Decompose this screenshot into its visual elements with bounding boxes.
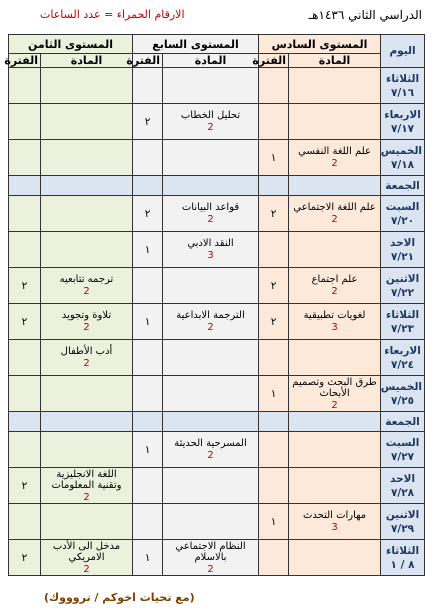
course-name: مدخل الى الأدب الامريكي — [52, 540, 121, 563]
level-6-period-cell: ٢ — [259, 196, 289, 232]
empty-cell — [289, 412, 381, 432]
level-6-subject-cell — [289, 304, 381, 340]
level-7-subject-cell — [163, 340, 259, 376]
level-6-subject-cell — [289, 504, 381, 540]
level-6-subject-cell — [289, 468, 381, 504]
level-7-subject-cell — [163, 468, 259, 504]
day-cell — [381, 468, 425, 504]
day-date: ٧/٢٢ — [391, 286, 415, 299]
level-7-subject-cell — [163, 540, 259, 576]
day-date: ٧/١٦ — [391, 86, 415, 99]
level-7-subject-cell — [163, 140, 259, 176]
header-subject: المادة — [163, 54, 259, 68]
level-7-period-cell: ١ — [133, 540, 163, 576]
course-hours: 2 — [207, 322, 214, 333]
level-8-subject-cell — [41, 304, 133, 340]
header-day: اليوم — [381, 35, 425, 68]
empty-cell — [259, 176, 289, 196]
schedule-row — [9, 196, 425, 232]
level-6-period-cell: ٢ — [259, 304, 289, 340]
day-name: الجمعة — [381, 176, 425, 196]
day-date: ٧/٢١ — [391, 250, 415, 263]
day-date: ٧/٢٠ — [391, 214, 415, 227]
course-hours: 2 — [331, 286, 338, 297]
course-hours: 2 — [207, 214, 214, 225]
day-date: ٧/٢٥ — [391, 394, 415, 407]
day-cell — [381, 196, 425, 232]
course-name: تحليل الخطاب — [180, 110, 241, 121]
schedule-row — [9, 376, 425, 412]
day-cell — [381, 304, 425, 340]
course-hours: 3 — [207, 250, 214, 261]
empty-cell — [163, 412, 259, 432]
day-name: السبت — [385, 436, 420, 449]
level-6-period-cell: ١ — [259, 376, 289, 412]
level-6-period-cell: ٢ — [259, 268, 289, 304]
day-date: ٧/٢٧ — [391, 450, 415, 463]
day-name: الثلاثاء — [386, 308, 420, 321]
level-7-subject-cell — [163, 432, 259, 468]
day-cell — [381, 68, 425, 104]
level-8-subject-cell — [41, 468, 133, 504]
course-name: علم اللغة الاجتماعي — [293, 202, 376, 213]
level-8-subject-cell — [41, 340, 133, 376]
friday-row — [9, 176, 425, 196]
level-7-period-cell: ١ — [133, 432, 163, 468]
level-8-period-cell: ٢ — [9, 304, 41, 340]
day-cell — [381, 504, 425, 540]
header-period: الفترة — [9, 54, 41, 68]
header-level-7: المستوى السابع — [133, 35, 259, 54]
day-cell — [381, 268, 425, 304]
schedule-row — [9, 68, 425, 104]
schedule-row — [9, 304, 425, 340]
empty-cell — [133, 176, 163, 196]
level-7-subject-cell — [163, 268, 259, 304]
level-8-subject-cell — [41, 432, 133, 468]
day-name: الخميس — [380, 144, 423, 157]
level-7-period-cell — [133, 268, 163, 304]
header-subject: المادة — [41, 54, 133, 68]
course-hours: 2 — [83, 358, 90, 369]
day-name: الاربعاء — [384, 108, 421, 121]
course-name: الترجمة الابداعية — [176, 310, 245, 321]
day-date: ٧/٢٤ — [391, 358, 415, 371]
level-8-subject-cell — [41, 376, 133, 412]
level-7-period-cell — [133, 504, 163, 540]
level-7-subject-cell — [163, 68, 259, 104]
level-8-period-cell — [9, 432, 41, 468]
course-hours: 2 — [207, 122, 214, 133]
schedule-row — [9, 268, 425, 304]
hours-legend: الارقام الحمراء = عدد الساعات — [40, 8, 185, 21]
course-hours: 2 — [207, 563, 214, 575]
level-8-subject-cell — [41, 504, 133, 540]
level-6-subject-cell — [289, 376, 381, 412]
level-7-period-cell: ٢ — [133, 104, 163, 140]
semester-title: الدراسي الثاني ١٤٣٦هـ — [308, 8, 422, 22]
level-8-period-cell — [9, 340, 41, 376]
level-6-period-cell — [259, 432, 289, 468]
day-date: ٨ / ١ — [390, 558, 415, 571]
day-name: الاثنين — [385, 272, 420, 285]
day-cell — [381, 540, 425, 576]
day-date: ٧/٢٣ — [391, 322, 415, 335]
course-hours: 2 — [83, 322, 90, 333]
day-cell — [381, 232, 425, 268]
header-period: الفترة — [133, 54, 163, 68]
level-6-subject-cell — [289, 104, 381, 140]
level-8-subject-cell — [41, 232, 133, 268]
course-hours: 2 — [331, 158, 338, 169]
level-7-subject-cell — [163, 104, 259, 140]
course-name: المسرحية الحديثة — [174, 438, 247, 449]
day-cell — [381, 340, 425, 376]
empty-cell — [259, 412, 289, 432]
day-name: الاحد — [390, 236, 416, 249]
level-7-period-cell — [133, 140, 163, 176]
day-name: السبت — [385, 200, 420, 213]
header-period: الفترة — [259, 54, 289, 68]
day-name: الثلاثاء — [386, 72, 420, 85]
schedule-row — [9, 540, 425, 576]
day-cell — [381, 432, 425, 468]
level-6-period-cell: ١ — [259, 140, 289, 176]
schedule-row — [9, 468, 425, 504]
course-name: أدب الأطفال — [60, 346, 113, 357]
friday-row — [9, 412, 425, 432]
level-6-subject-cell — [289, 268, 381, 304]
level-6-subject-cell — [289, 196, 381, 232]
course-name: النقد الادبي — [187, 238, 234, 249]
course-name: اللغة الانجليزية وتقنية المعلومات — [51, 468, 122, 491]
level-7-period-cell — [133, 468, 163, 504]
level-7-subject-cell — [163, 504, 259, 540]
level-6-period-cell — [259, 68, 289, 104]
footer-note: (مع تحيات اخوكم / تروووك) — [44, 591, 195, 604]
course-name: طرق البحث وتصميم الأبحاث — [292, 376, 377, 399]
level-7-subject-cell — [163, 196, 259, 232]
level-6-subject-cell — [289, 432, 381, 468]
day-date: ٧/١٨ — [391, 158, 415, 171]
course-name: قواعد البيانات — [181, 202, 240, 213]
course-name: لغويات تطبيقية — [303, 310, 366, 321]
level-6-subject-cell — [289, 540, 381, 576]
level-8-subject-cell — [41, 196, 133, 232]
schedule-row — [9, 340, 425, 376]
level-7-period-cell — [133, 68, 163, 104]
level-8-period-cell — [9, 104, 41, 140]
day-date: ٧/٢٨ — [391, 486, 415, 499]
level-7-subject-cell — [163, 304, 259, 340]
level-7-period-cell — [133, 340, 163, 376]
level-8-subject-cell — [41, 104, 133, 140]
exam-schedule-table — [4, 34, 425, 576]
level-8-subject-cell — [41, 540, 133, 576]
course-name: النظام الاجتماعي بالاسلام — [175, 540, 246, 563]
course-hours: 2 — [331, 214, 338, 225]
course-hours: 2 — [83, 286, 90, 297]
level-7-period-cell — [133, 376, 163, 412]
course-hours: 2 — [83, 491, 90, 503]
level-8-period-cell — [9, 376, 41, 412]
day-cell — [381, 140, 425, 176]
level-6-period-cell — [259, 540, 289, 576]
empty-cell — [289, 176, 381, 196]
level-7-period-cell: ١ — [133, 232, 163, 268]
empty-cell — [9, 412, 41, 432]
course-name: علم اللغة النفسي — [298, 146, 371, 157]
day-cell — [381, 376, 425, 412]
day-date: ٧/١٧ — [391, 122, 415, 135]
level-6-period-cell: ١ — [259, 504, 289, 540]
level-8-period-cell — [9, 140, 41, 176]
course-hours: 3 — [331, 522, 338, 533]
level-8-subject-cell — [41, 68, 133, 104]
level-6-subject-cell — [289, 140, 381, 176]
course-hours: 2 — [331, 399, 338, 411]
schedule-row — [9, 104, 425, 140]
day-name: الثلاثاء — [386, 544, 420, 557]
day-name: الاثنين — [385, 508, 420, 521]
level-8-subject-cell — [41, 140, 133, 176]
level-7-period-cell: ٢ — [133, 196, 163, 232]
level-6-period-cell — [259, 340, 289, 376]
level-8-subject-cell — [41, 268, 133, 304]
level-7-subject-cell — [163, 232, 259, 268]
day-date: ٧/٢٩ — [391, 522, 415, 535]
level-6-subject-cell — [289, 232, 381, 268]
top-bar — [6, 6, 426, 26]
empty-cell — [9, 176, 41, 196]
level-6-subject-cell — [289, 68, 381, 104]
header-level-6: المستوى السادس — [259, 35, 381, 54]
course-name: علم اجتماع — [311, 274, 358, 285]
level-6-subject-cell — [289, 340, 381, 376]
header-level-8: المستوى الثامن — [9, 35, 133, 54]
level-8-period-cell — [9, 232, 41, 268]
level-6-period-cell — [259, 104, 289, 140]
level-8-period-cell — [9, 504, 41, 540]
level-6-period-cell — [259, 468, 289, 504]
course-name: ترجمه تتابعيه — [59, 274, 114, 285]
course-hours: 3 — [331, 322, 338, 333]
empty-cell — [163, 176, 259, 196]
day-name: الاربعاء — [384, 344, 421, 357]
header-subject: المادة — [289, 54, 381, 68]
schedule-row — [9, 432, 425, 468]
empty-cell — [41, 176, 133, 196]
empty-cell — [41, 412, 133, 432]
day-cell — [381, 104, 425, 140]
course-name: تلاوة وتجويد — [61, 310, 112, 321]
level-7-period-cell: ١ — [133, 304, 163, 340]
schedule-row — [9, 140, 425, 176]
level-8-period-cell: ٢ — [9, 540, 41, 576]
course-name: مهارات التحدث — [302, 510, 367, 521]
day-name: الخميس — [380, 380, 423, 393]
empty-cell — [133, 412, 163, 432]
level-8-period-cell: ٢ — [9, 468, 41, 504]
level-6-period-cell — [259, 232, 289, 268]
schedule-row — [9, 232, 425, 268]
course-hours: 2 — [83, 563, 90, 575]
level-8-period-cell: ٢ — [9, 268, 41, 304]
day-name: الاحد — [390, 472, 416, 485]
level-7-subject-cell — [163, 376, 259, 412]
day-name: الجمعة — [381, 412, 425, 432]
course-hours: 2 — [207, 450, 214, 461]
level-8-period-cell — [9, 196, 41, 232]
level-8-period-cell — [9, 68, 41, 104]
schedule-row — [9, 504, 425, 540]
